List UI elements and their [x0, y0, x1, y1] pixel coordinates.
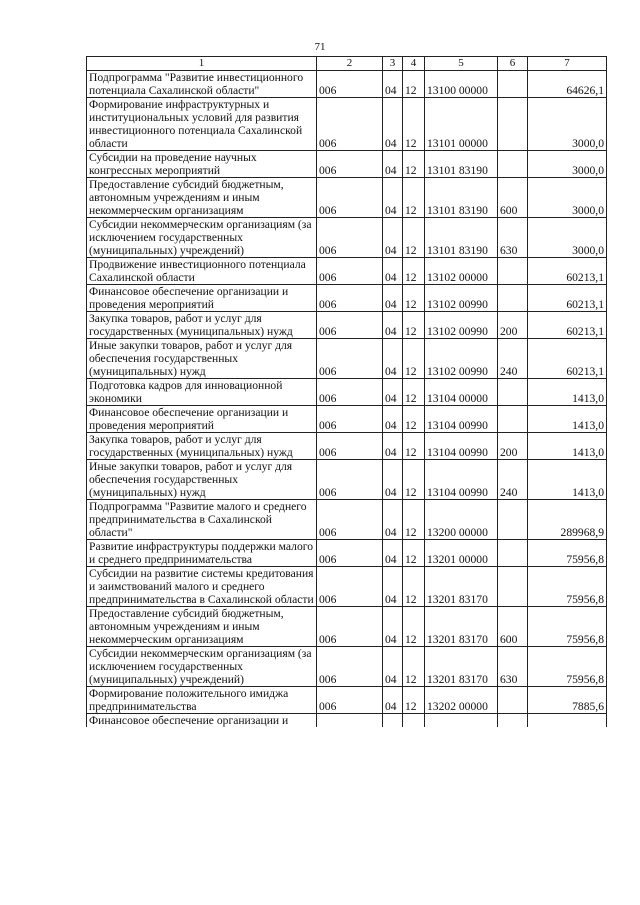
row-amount-cell: 3000,0	[528, 98, 607, 151]
row-admin-code-cell: 006	[317, 567, 383, 607]
row-target-article-cell: 13100 00000	[425, 71, 498, 98]
row-name-cell: Финансовое обеспечение организации и проведения мероприятий	[87, 285, 317, 312]
row-amount-cell: 75956,8	[528, 567, 607, 607]
row-admin-code-cell: 006	[317, 151, 383, 178]
row-expense-type-cell: 240	[498, 339, 528, 379]
page-number: 71	[314, 41, 326, 53]
row-subsection-cell: 12	[403, 607, 425, 647]
table-row	[87, 285, 607, 312]
row-target-article-cell: 13200 00000	[425, 500, 498, 540]
row-name-cell: Финансовое обеспечение организации и проведения мероприятий	[87, 406, 317, 433]
row-subsection-cell: 12	[403, 218, 425, 258]
row-expense-type-cell	[498, 687, 528, 714]
table-row	[87, 71, 607, 98]
row-name-cell: Финансовое обеспечение организации и	[87, 714, 317, 728]
row-amount-cell: 1413,0	[528, 406, 607, 433]
row-expense-type-cell: 240	[498, 460, 528, 500]
row-amount-cell: 7885,6	[528, 687, 607, 714]
table-row	[87, 339, 607, 379]
row-target-article-cell: 13102 00000	[425, 258, 498, 285]
table-row	[87, 540, 607, 567]
empty-cell	[383, 714, 403, 728]
row-expense-type-cell	[498, 258, 528, 285]
row-admin-code-cell: 006	[317, 98, 383, 151]
row-target-article-cell: 13102 00990	[425, 285, 498, 312]
row-amount-cell: 60213,1	[528, 285, 607, 312]
table-row	[87, 151, 607, 178]
table-row	[87, 687, 607, 714]
row-expense-type-cell: 600	[498, 178, 528, 218]
row-section-cell: 04	[383, 406, 403, 433]
row-target-article-cell: 13201 83170	[425, 567, 498, 607]
row-amount-cell: 75956,8	[528, 540, 607, 567]
row-section-cell: 04	[383, 433, 403, 460]
row-section-cell: 04	[383, 567, 403, 607]
row-name-cell: Субсидии на проведение научных конгрессных мероприятий	[87, 151, 317, 178]
row-name-cell: Подпрограмма "Развитие малого и среднего предпринимательства в Сахалинской области"	[87, 500, 317, 540]
row-subsection-cell: 12	[403, 500, 425, 540]
row-amount-cell: 3000,0	[528, 151, 607, 178]
row-expense-type-cell	[498, 71, 528, 98]
row-subsection-cell: 12	[403, 151, 425, 178]
row-subsection-cell: 12	[403, 379, 425, 406]
row-admin-code-cell: 006	[317, 540, 383, 567]
row-name-cell: Формирование инфраструктурных и институциональных условий для развития инвестиционного потенциала Сахалинской области	[87, 98, 317, 151]
row-name-cell: Подготовка кадров для инновационной экономики	[87, 379, 317, 406]
row-target-article-cell: 13102 00990	[425, 339, 498, 379]
row-expense-type-cell: 630	[498, 647, 528, 687]
row-name-cell: Субсидии на развитие системы кредитования и заимствований малого и среднего предпринимательства в Сахалинской области	[87, 567, 317, 607]
row-expense-type-cell: 200	[498, 312, 528, 339]
row-target-article-cell: 13104 00990	[425, 460, 498, 500]
empty-cell	[317, 714, 383, 728]
row-expense-type-cell: 200	[498, 433, 528, 460]
row-amount-cell: 289968,9	[528, 500, 607, 540]
row-amount-cell: 3000,0	[528, 178, 607, 218]
row-admin-code-cell: 006	[317, 647, 383, 687]
row-amount-cell: 60213,1	[528, 312, 607, 339]
row-section-cell: 04	[383, 258, 403, 285]
row-amount-cell: 1413,0	[528, 433, 607, 460]
row-subsection-cell: 12	[403, 285, 425, 312]
row-admin-code-cell: 006	[317, 433, 383, 460]
row-admin-code-cell: 006	[317, 500, 383, 540]
table-row	[87, 433, 607, 460]
row-amount-cell: 75956,8	[528, 607, 607, 647]
table-row	[87, 500, 607, 540]
table-row-continued	[87, 714, 607, 728]
row-section-cell: 04	[383, 540, 403, 567]
row-subsection-cell: 12	[403, 339, 425, 379]
table-row	[87, 379, 607, 406]
row-name-cell: Иные закупки товаров, работ и услуг для обеспечения государственных (муниципальных) нужд	[87, 339, 317, 379]
row-subsection-cell: 12	[403, 312, 425, 339]
row-amount-cell: 64626,1	[528, 71, 607, 98]
row-amount-cell: 1413,0	[528, 379, 607, 406]
row-subsection-cell: 12	[403, 406, 425, 433]
row-section-cell: 04	[383, 379, 403, 406]
row-name-cell: Иные закупки товаров, работ и услуг для обеспечения государственных (муниципальных) нужд	[87, 460, 317, 500]
row-expense-type-cell	[498, 285, 528, 312]
column-header-3: 3	[383, 57, 403, 71]
row-amount-cell: 75956,8	[528, 647, 607, 687]
row-amount-cell: 1413,0	[528, 460, 607, 500]
row-section-cell: 04	[383, 460, 403, 500]
table-row	[87, 460, 607, 500]
row-section-cell: 04	[383, 339, 403, 379]
row-section-cell: 04	[383, 607, 403, 647]
row-target-article-cell: 13104 00990	[425, 406, 498, 433]
row-admin-code-cell: 006	[317, 607, 383, 647]
table-row	[87, 218, 607, 258]
column-header-4: 4	[403, 57, 425, 71]
row-subsection-cell: 12	[403, 178, 425, 218]
row-subsection-cell: 12	[403, 687, 425, 714]
row-expense-type-cell	[498, 567, 528, 607]
row-target-article-cell: 13101 83190	[425, 218, 498, 258]
row-expense-type-cell	[498, 406, 528, 433]
row-section-cell: 04	[383, 647, 403, 687]
row-subsection-cell: 12	[403, 98, 425, 151]
row-name-cell: Закупка товаров, работ и услуг для государственных (муниципальных) нужд	[87, 433, 317, 460]
row-target-article-cell: 13101 83190	[425, 178, 498, 218]
row-target-article-cell: 13201 00000	[425, 540, 498, 567]
column-header-1: 1	[87, 57, 317, 71]
row-target-article-cell: 13202 00000	[425, 687, 498, 714]
row-section-cell: 04	[383, 500, 403, 540]
table-row	[87, 406, 607, 433]
row-name-cell: Предоставление субсидий бюджетным, автономным учреждениям и иным некоммерческим организациям	[87, 178, 317, 218]
row-section-cell: 04	[383, 151, 403, 178]
row-expense-type-cell	[498, 540, 528, 567]
column-header-5: 5	[425, 57, 498, 71]
table-row	[87, 607, 607, 647]
row-target-article-cell: 13201 83170	[425, 607, 498, 647]
row-expense-type-cell: 600	[498, 607, 528, 647]
table-row	[87, 312, 607, 339]
empty-cell	[498, 714, 528, 728]
table-row	[87, 258, 607, 285]
row-section-cell: 04	[383, 285, 403, 312]
row-target-article-cell: 13104 00990	[425, 433, 498, 460]
column-header-2: 2	[317, 57, 383, 71]
row-section-cell: 04	[383, 312, 403, 339]
row-name-cell: Продвижение инвестиционного потенциала Сахалинской области	[87, 258, 317, 285]
row-admin-code-cell: 006	[317, 258, 383, 285]
empty-cell	[403, 714, 425, 728]
row-target-article-cell: 13101 00000	[425, 98, 498, 151]
row-amount-cell: 60213,1	[528, 339, 607, 379]
row-subsection-cell: 12	[403, 433, 425, 460]
row-expense-type-cell	[498, 98, 528, 151]
row-name-cell: Предоставление субсидий бюджетным, автономным учреждениям и иным некоммерческим организациям	[87, 607, 317, 647]
row-section-cell: 04	[383, 178, 403, 218]
table-row	[87, 178, 607, 218]
row-subsection-cell: 12	[403, 540, 425, 567]
row-admin-code-cell: 006	[317, 312, 383, 339]
row-target-article-cell: 13102 00990	[425, 312, 498, 339]
row-admin-code-cell: 006	[317, 285, 383, 312]
row-expense-type-cell	[498, 500, 528, 540]
row-admin-code-cell: 006	[317, 460, 383, 500]
row-subsection-cell: 12	[403, 567, 425, 607]
row-name-cell: Подпрограмма "Развитие инвестиционного потенциала Сахалинской области"	[87, 71, 317, 98]
row-expense-type-cell	[498, 379, 528, 406]
row-admin-code-cell: 006	[317, 339, 383, 379]
row-amount-cell: 60213,1	[528, 258, 607, 285]
row-expense-type-cell	[498, 151, 528, 178]
row-expense-type-cell: 630	[498, 218, 528, 258]
row-amount-cell: 3000,0	[528, 218, 607, 258]
empty-cell	[528, 714, 607, 728]
row-target-article-cell: 13201 83170	[425, 647, 498, 687]
column-header-7: 7	[528, 57, 607, 71]
row-section-cell: 04	[383, 218, 403, 258]
row-target-article-cell: 13101 83190	[425, 151, 498, 178]
row-admin-code-cell: 006	[317, 406, 383, 433]
row-admin-code-cell: 006	[317, 178, 383, 218]
table-header-row	[87, 57, 607, 71]
row-section-cell: 04	[383, 687, 403, 714]
empty-cell	[425, 714, 498, 728]
budget-table	[86, 56, 607, 727]
row-name-cell: Закупка товаров, работ и услуг для государственных (муниципальных) нужд	[87, 312, 317, 339]
row-name-cell: Субсидии некоммерческим организациям (за исключением государственных (муниципальных) учреждений)	[87, 218, 317, 258]
row-section-cell: 04	[383, 98, 403, 151]
column-header-6: 6	[498, 57, 528, 71]
row-admin-code-cell: 006	[317, 379, 383, 406]
table-row	[87, 98, 607, 151]
table-row	[87, 647, 607, 687]
row-admin-code-cell: 006	[317, 687, 383, 714]
row-name-cell: Субсидии некоммерческим организациям (за исключением государственных (муниципальных) учреждений)	[87, 647, 317, 687]
row-section-cell: 04	[383, 71, 403, 98]
row-subsection-cell: 12	[403, 647, 425, 687]
row-subsection-cell: 12	[403, 71, 425, 98]
row-subsection-cell: 12	[403, 258, 425, 285]
row-admin-code-cell: 006	[317, 218, 383, 258]
row-name-cell: Развитие инфраструктуры поддержки малого и среднего предпринимательства	[87, 540, 317, 567]
row-target-article-cell: 13104 00000	[425, 379, 498, 406]
row-name-cell: Формирование положительного имиджа предпринимательства	[87, 687, 317, 714]
row-admin-code-cell: 006	[317, 71, 383, 98]
table-row	[87, 567, 607, 607]
row-subsection-cell: 12	[403, 460, 425, 500]
